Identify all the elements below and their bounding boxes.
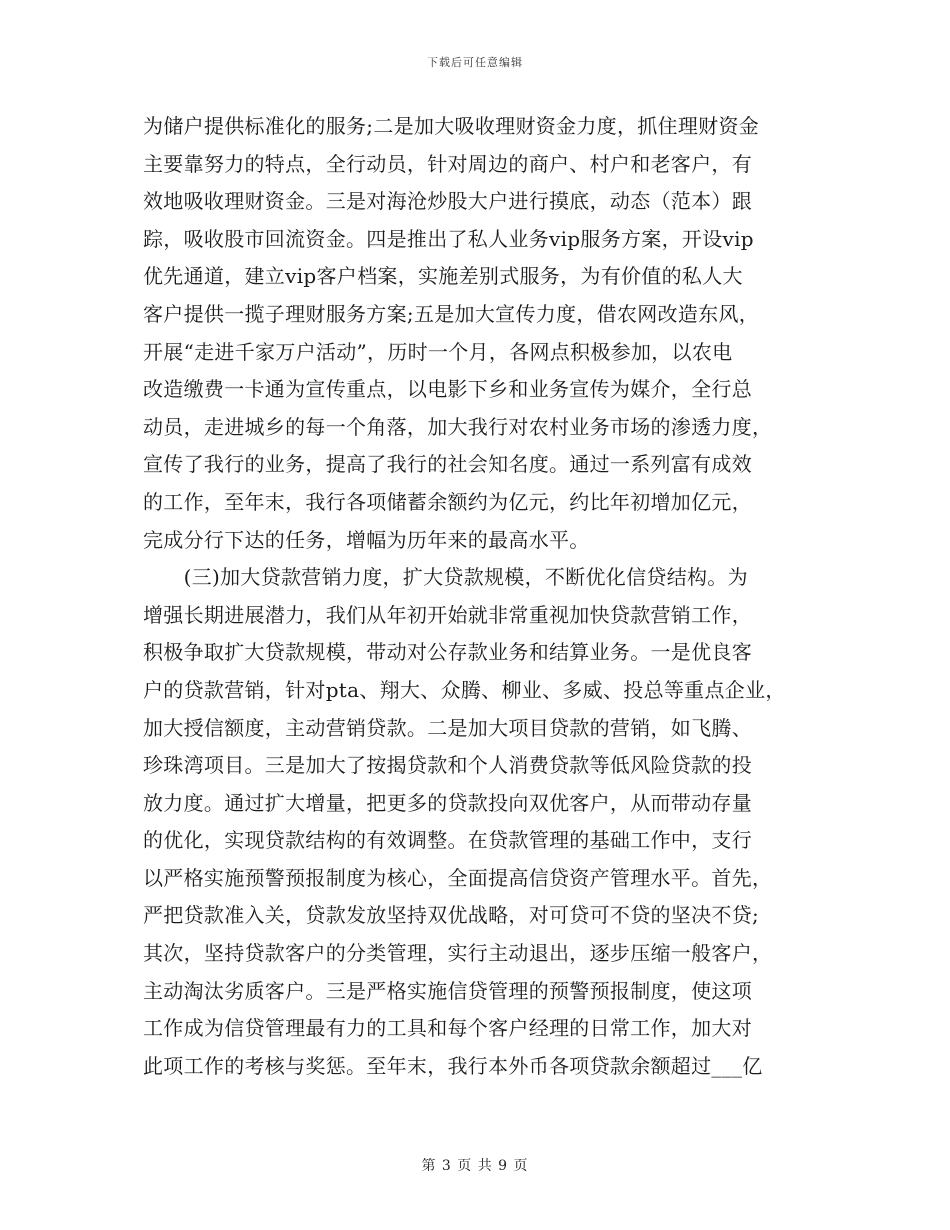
document-body [143, 108, 823, 1085]
text-line: 放力度。通过扩大增量，把更多的贷款投向双优客户，从而带动存量 [143, 790, 752, 815]
text-line: 珍珠湾项目。三是加大了按揭贷款和个人消费贷款等低风险贷款的投 [143, 753, 752, 778]
text-line: 完成分行下达的任务，增幅为历年来的最高水平。 [143, 527, 590, 552]
text-line: 动员，走进城乡的每一个角落，加大我行对农村业务市场的渗透力度， [143, 414, 773, 439]
text-line: 主动淘汰劣质客户。三是严格实施信贷管理的预警预报制度，使这项 [143, 978, 752, 1003]
text-line: 客户提供一揽子理财服务方案;五是加大宣传力度，借农网改造东风， [143, 301, 760, 326]
text-line: 工作成为信贷管理最有力的工具和每个客户经理的日常工作，加大对 [143, 1016, 752, 1041]
text-line: 增强长期进展潜力，我们从年初开始就非常重视加快贷款营销工作， [143, 602, 752, 627]
text-line: 宣传了我行的业务，提高了我行的社会知名度。通过一系列富有成效 [143, 452, 752, 477]
text-line: 加大授信额度，主动营销贷款。二是加大项目贷款的营销，如飞腾、 [143, 715, 752, 740]
text-line: 改造缴费一卡通为宣传重点，以电影下乡和业务宣传为媒介，全行总 [143, 377, 752, 402]
text-line: 严把贷款准入关，贷款发放坚持双优战略，对可贷可不贷的坚决不贷; [143, 903, 760, 928]
text-line: 的优化，实现贷款结构的有效调整。在贷款管理的基础工作中，支行 [143, 828, 752, 853]
text-line: 开展“走进千家万户活动”，历时一个月，各网点积极参加，以农电 [143, 339, 733, 364]
section-heading-line: (三)加大贷款营销力度，扩大贷款规模，不断优化信贷结构。为 [143, 565, 748, 590]
text-line: 户的贷款营销，针对pta、翔大、众腾、柳业、多威、投总等重点企业， [143, 677, 786, 702]
text-line: 效地吸收理财资金。三是对海沧炒股大户进行摸底，动态（范本）跟 [143, 189, 752, 214]
text-line: 的工作，至年末，我行各项储蓄余额约为亿元，约比年初增加亿元， [143, 489, 752, 514]
page-number-footer: 第 3 页 共 9 页 [421, 1158, 529, 1174]
page-header: 下载后可任意编辑 [427, 56, 523, 69]
text-line: 为储户提供标准化的服务;二是加大吸收理财资金力度，抓住理财资金 [143, 114, 760, 138]
text-line: 积极争取扩大贷款规模，带动对公存款业务和结算业务。一是优良客 [143, 640, 752, 665]
text-line: 优先通道，建立vip客户档案，实施差别式服务，为有价值的私人大 [143, 264, 743, 289]
text-line: 以严格实施预警预报制度为核心，全面提高信贷资产管理水平。首先， [143, 865, 773, 890]
text-line: 主要靠努力的特点，全行动员，针对周边的商户、村户和老客户，有 [143, 151, 752, 176]
text-line: 踪，吸收股市回流资金。四是推出了私人业务vip服务方案，开设vip [143, 226, 754, 251]
text-line: 其次，坚持贷款客户的分类管理，实行主动退出，逐步压缩一般客户， [143, 941, 773, 966]
text-line: 此项工作的考核与奖惩。至年末，我行本外币各项贷款余额超过___亿 [143, 1053, 763, 1078]
